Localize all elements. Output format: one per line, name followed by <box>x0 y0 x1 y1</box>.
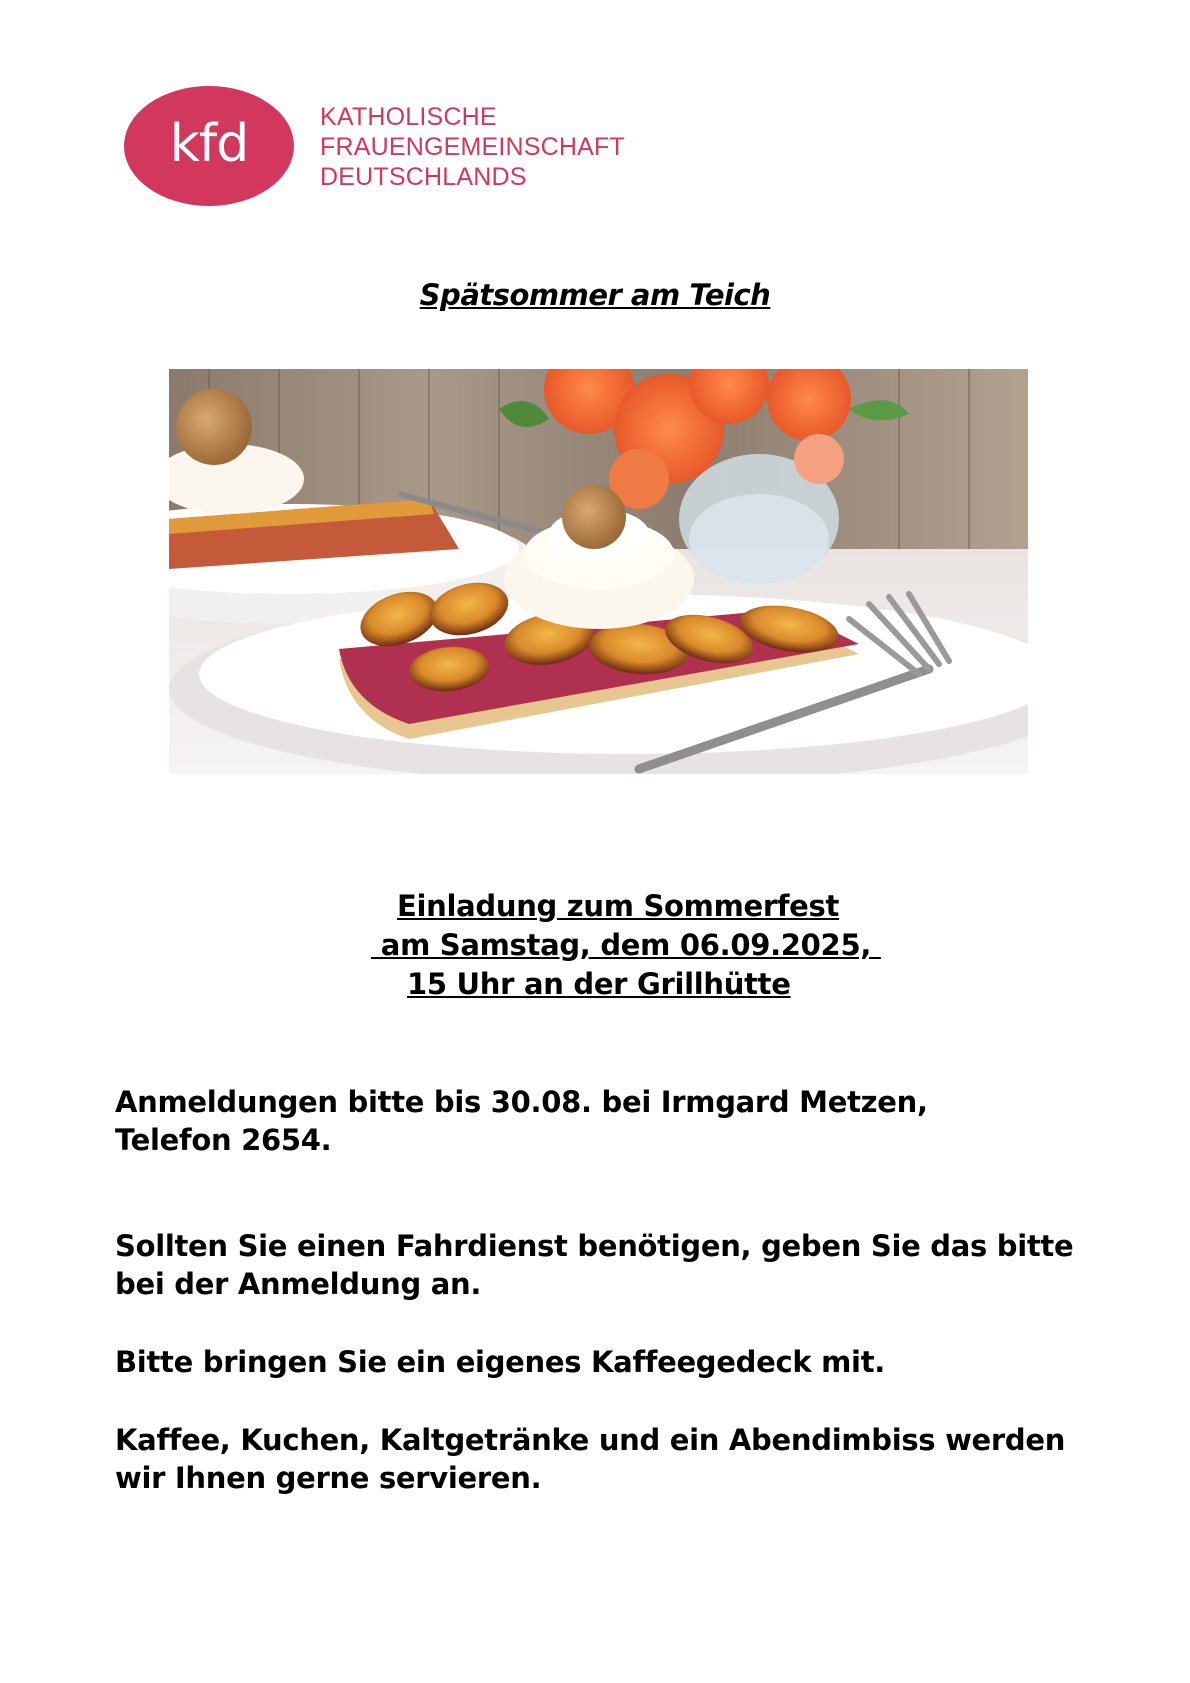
page-title: Spätsommer am Teich <box>419 278 771 312</box>
invitation-line-1: Einladung zum Sommerfest <box>397 889 840 923</box>
transport-paragraph <box>115 1227 1095 1303</box>
transport-line-2: bei der Anmeldung an. <box>115 1267 482 1301</box>
logo-name-line-2: FRAUENGEMEINSCHAFT <box>320 133 626 161</box>
invitation-line-2: am Samstag, dem 06.09.2025, <box>371 928 881 962</box>
catering-paragraph <box>115 1421 1095 1497</box>
invitation-block <box>0 887 1190 1004</box>
catering-line-2: wir Ihnen gerne servieren. <box>115 1461 542 1495</box>
logo-organization-name <box>320 102 625 192</box>
registration-paragraph <box>115 1083 1095 1159</box>
cake-photo-illustration <box>169 369 1028 774</box>
registration-line-1: Anmeldungen bitte bis 30.08. bei Irmgard Metzen, <box>115 1085 928 1119</box>
logo-name-line-1: KATHOLISCHE <box>320 103 497 131</box>
cake-photo <box>169 369 1028 774</box>
registration-line-2: Telefon 2654. <box>115 1123 332 1157</box>
tableware-line-1: Bitte bringen Sie ein eigenes Kaffeegedeck mit. <box>115 1345 885 1379</box>
logo-name-line-3: DEUTSCHLANDS <box>320 163 527 191</box>
catering-line-1: Kaffee, Kuchen, Kaltgetränke und ein Abendimbiss werden <box>115 1423 1066 1457</box>
transport-line-1: Sollten Sie einen Fahrdienst benötigen, geben Sie das bitte <box>115 1229 1074 1263</box>
invitation-line-3: 15 Uhr an der Grillhütte <box>407 967 791 1001</box>
logo-oval <box>124 86 294 206</box>
tableware-paragraph <box>115 1343 1095 1381</box>
kfd-logo <box>124 86 634 208</box>
logo-mark: kfd <box>169 114 249 174</box>
